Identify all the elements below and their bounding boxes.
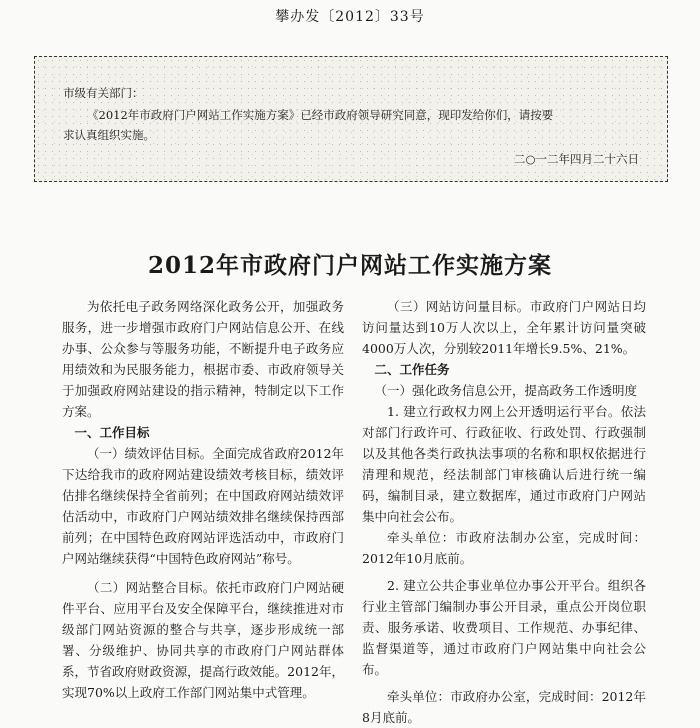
document-title: 2012年市政府门户网站工作实施方案 <box>147 252 552 279</box>
task-1-heading: （一）强化政务信息公开，提高政务工作透明度 <box>374 383 638 398</box>
document-number: 攀办发〔2012〕33号 <box>275 9 425 25</box>
task-1-item-1: 1. 建立行政权力网上公开透明运行平台。依法对部门行政许可、行政征收、行政处罚、行政强制以及其他各类行政执法事项的名称和职权依据进行清理和规范，经法制部门审核确认后进行统一编码，编制目录，建立数据库，通过市政府门户网站集中向社会公布。 <box>362 404 646 524</box>
goal-2-paragraph <box>62 577 344 703</box>
notice-date: 二○一二年四月二十六日 <box>513 152 639 166</box>
goal-2-label: （二）网站整合目标。 <box>87 580 216 595</box>
right-column <box>362 296 646 728</box>
notice-body-line2: 求认真组织实施。 <box>63 128 155 142</box>
section-heading-tasks: 二、工作任务 <box>374 362 450 377</box>
intro-paragraph: 为依托电子政务网络深化政务公开，加强政务服务，进一步增强市政府门户网站信息公开、在线办事、公众参与等服务功能，不断提升电子政务应用绩效和为民服务能力，根据市委、市政府领导关于加强政府网站建设的指示精神，特制定以下工作方案。 <box>62 299 344 419</box>
task-1-item-2-lead: 牵头单位：市政府办公室，完成时间：2012年8月底前。 <box>362 689 646 725</box>
goal-2-text: 依托市政府门户网站硬件平台、应用平台及安全保障平台，继续推进对市级部门网站资源的整合与共享，逐步形成统一部署、分级维护、协同共享的市政府门户网站群体系，节省政府财政资源，提高行政效能。2012年，实现70%以上政府工作部门网站集中式管理。 <box>62 580 344 700</box>
notice-box <box>34 56 668 182</box>
goal-1-text: 全面完成省政府2012年下达给我市的政府网站建设绩效考核目标，绩效评估排名继续保持全省前列；在中国政府网站绩效评估活动中，市政府门户网站绩效排名继续保持西部前列；在中国特色政府网站评选活动中，市政府门户网站继续获得“中国特色政府网站”称号。 <box>62 446 344 566</box>
task-1-item-1-lead: 牵头单位：市政府法制办公室，完成时间：2012年10月底前。 <box>362 530 646 566</box>
left-column <box>62 296 344 703</box>
goal-1-label: （一）绩效评估目标。 <box>87 446 213 461</box>
goal-3-paragraph <box>362 296 646 359</box>
goal-3-text: 市政府门户网站日均访问量达到10万人次以上，全年累计访问量突破4000万人次，分别较2011年增长9.5%、21%。 <box>362 299 646 356</box>
section-heading-goals: 一、工作目标 <box>74 425 150 440</box>
goal-1-paragraph <box>62 443 344 569</box>
task-1-item-2: 2. 建立公共企事业单位办事公开平台。组织各行业主管部门编制办事公开目录，重点公开岗位职责、服务承诺、收费项目、工作规范、办事纪律、监督渠道等，通过市政府门户网站集中向社会公布。 <box>362 578 646 677</box>
notice-body-line1: 《2012年市政府门户网站工作实施方案》已经市政府领导研究同意，现印发给你们，请按要 <box>87 108 554 122</box>
notice-recipient: 市级有关部门： <box>63 86 144 100</box>
goal-3-label: （三）网站访问量目标。 <box>387 299 530 314</box>
